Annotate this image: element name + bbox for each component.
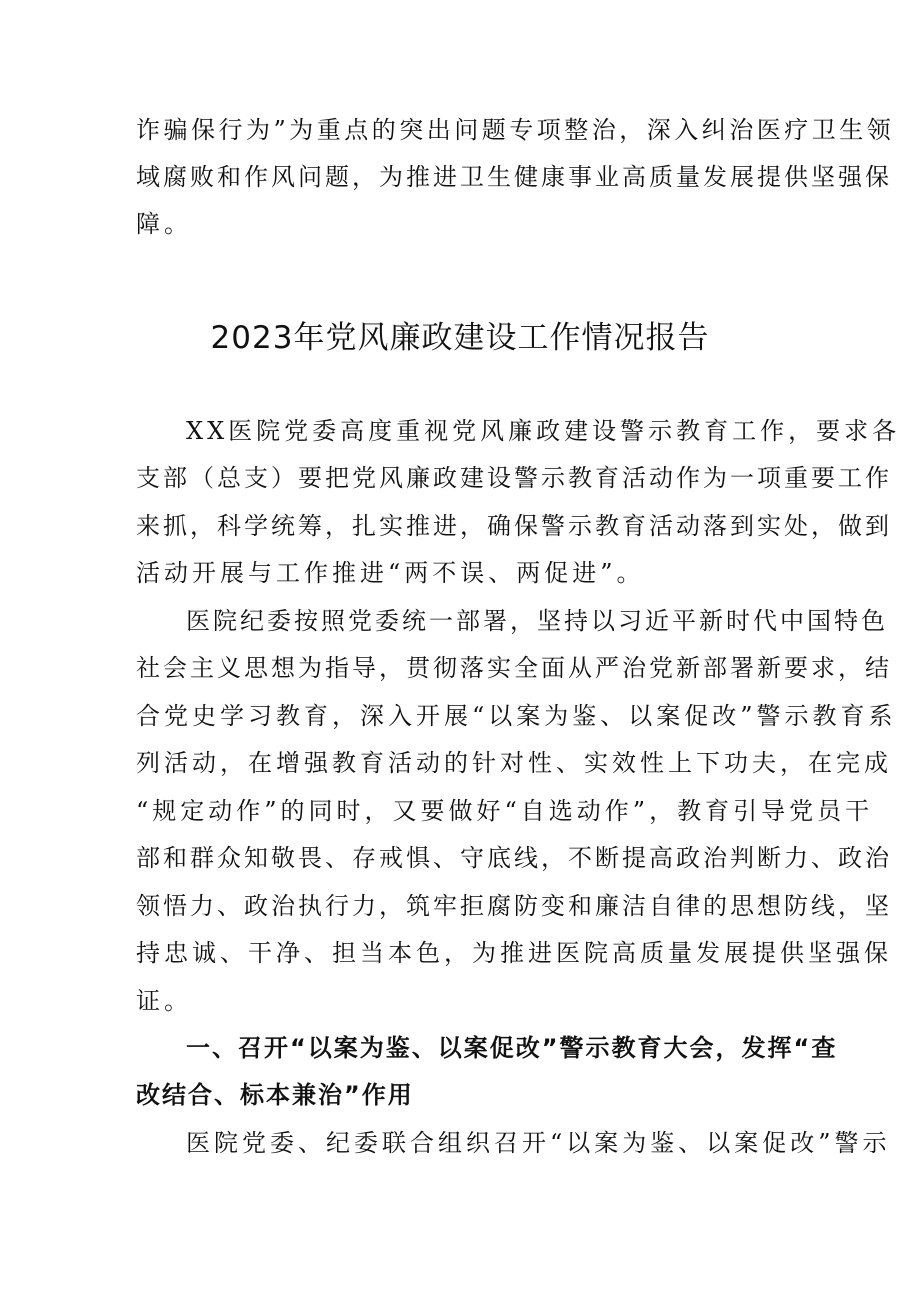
paragraph-line: 领悟力、政治执行力，筑牢拒腐防变和廉洁自律的思想防线，坚 xyxy=(136,892,892,920)
intro-line: 域腐败和作风问题，为推进卫生健康事业高质量发展提供坚强保 xyxy=(136,163,892,191)
paragraph-line: 活动开展与工作推进“两不误、两促进”。 xyxy=(136,559,645,587)
paragraph-line: 支部（总支）要把党风廉政建设警示教育活动作为一项重要工作 xyxy=(136,464,892,492)
paragraph-line: 证。 xyxy=(136,987,192,1015)
intro-line: 障。 xyxy=(136,210,192,238)
section-heading: 一、召开“以案为鉴、以案促改”警示教育大会，发挥“查 xyxy=(186,1034,838,1062)
document-title: 2023年党风廉政建设工作情况报告 xyxy=(210,320,710,356)
paragraph-line: 医院纪委按照党委统一部署，坚持以习近平新时代中国特色 xyxy=(186,607,888,635)
paragraph-line: 列活动，在增强教育活动的针对性、实效性上下功夫，在完成 xyxy=(136,749,892,777)
paragraph-line: 社会主义思想为指导，贯彻落实全面从严治党新部署新要求，结 xyxy=(136,654,892,682)
paragraph-line: XX医院党委高度重视党风廉政建设警示教育工作，要求各 xyxy=(186,417,901,445)
section-heading: 改结合、标本兼治”作用 xyxy=(136,1081,414,1109)
paragraph-line: 医院党委、纪委联合组织召开“以案为鉴、以案促改”警示 xyxy=(186,1129,891,1157)
paragraph-line: 合党史学习教育，深入开展“以案为鉴、以案促改”警示教育系 xyxy=(136,702,897,730)
paragraph-line: 来抓，科学统筹，扎实推进，确保警示教育活动落到实处，做到 xyxy=(136,512,892,540)
paragraph-line: “规定动作”的同时，又要做好“自选动作”，教育引导党员干 xyxy=(136,797,874,825)
paragraph-line: 部和群众知敬畏、存戒惧、守底线，不断提高政治判断力、政治 xyxy=(136,844,892,872)
paragraph-line: 持忠诚、干净、担当本色，为推进医院高质量发展提供坚强保 xyxy=(136,939,892,967)
intro-line: 诈骗保行为”为重点的突出问题专项整治，深入纠治医疗卫生领 xyxy=(136,116,895,144)
